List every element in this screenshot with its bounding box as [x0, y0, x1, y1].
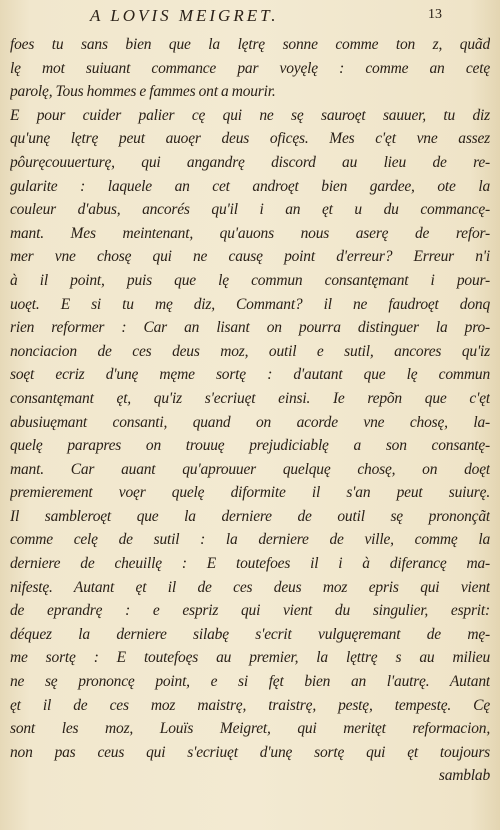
- text-line: consantęmant ęt, qu'iz s'ecriuęt einsi. Ie repõn que c'ęt: [10, 389, 490, 407]
- text-line: me sortę : E toutefoęs au premier, la lęttrę s au milieu: [10, 649, 490, 667]
- text-line: uoęt. E si tu mę diz, Commant? il ne faudroęt donq: [10, 295, 490, 313]
- text-line: sont les moz, Louïs Meigret, qui meritęt reformacion,: [10, 720, 490, 738]
- text-line: de eprandrę : e espriz qui vient du singulier, esprit:: [10, 602, 490, 620]
- text-line: comme celę de sutil : la derniere de ville, commę la: [10, 531, 490, 549]
- text-line: mant. Mes meintenant, qu'auons nous aserę de refor-: [10, 224, 490, 242]
- text-line: derniere de cheuillę : E toutefoes il i à diferancę ma-: [10, 555, 490, 573]
- text-line: abusiuęmant consanti, quand on acorde vne chosę, la-: [10, 413, 490, 431]
- text-line: rien reformer : Car an lisant on pourra distinguer la pro-: [10, 319, 490, 337]
- text-line: non pas ceus qui s'ecriuęt d'unę sortę qui ęt toujours: [10, 743, 490, 761]
- text-line: couleur d'abus, ancorés qu'il i an ęt u du commancę-: [10, 201, 490, 219]
- text-line: ne sę prononcę point, e si fęt bien an l'autrę. Autant: [10, 673, 490, 691]
- text-line: déquez la derniere silabę s'ecrit vulguęremant de mę-: [10, 625, 490, 643]
- text-line: ęt il de ces moz maistrę, traistrę, pestę, tempestę. Cę: [10, 696, 490, 714]
- text-line: Il sambleroęt que la derniere de outil sę prononçãt: [10, 507, 490, 525]
- text-line: pôuręcouuerturę, qui angandrę discord au lieu de re-: [10, 153, 490, 171]
- text-line: mant. Car auant qu'aprouuer quelquę chosę, on doęt: [10, 460, 490, 478]
- page-number: 13: [428, 7, 442, 22]
- text-line: foes tu sans bien que la lętrę sonne comme ton z, quãd: [10, 36, 490, 53]
- text-line: nifestę. Autant ęt il de ces deus moz epris qui vient: [10, 578, 490, 596]
- text-line: gularite : laquele an cet androęt bien gardee, ote la: [10, 177, 490, 195]
- running-head: A LOVIS MEIGRET.: [90, 6, 279, 25]
- page-header: [0, 6, 500, 26]
- body-text: [10, 33, 490, 788]
- text-line: soęt ecriz d'unę męme sortę : d'autant que lę commun: [10, 366, 490, 384]
- text-line: qu'unę lętrę peut auoęr deus oficęs. Mes c'ęt vne assez: [10, 130, 490, 148]
- text-line: lę mot suiuant commance par voyęlę : comme an cetę: [10, 59, 490, 77]
- text-line: quelę parapres on trouuę prejudiciablę a son consantę-: [10, 437, 490, 455]
- text-line: nonciacion de ces deus moz, outil e sutil, ancores qu'iz: [10, 342, 490, 360]
- text-line: premierement voęr quelę diformite il s'an peut suiurę.: [10, 484, 490, 502]
- text-line: mer vne chosę qui ne causę point d'erreur? Erreur n'i: [10, 248, 490, 266]
- text-line: à il point, puis que lę commun consantęmant i pour-: [10, 271, 490, 289]
- text-line: E pour cuider palier cę qui ne sę sauroęt sauuer, tu diz: [10, 106, 490, 124]
- text-line: parolę, Tous hommes e fammes ont a mourir.: [10, 83, 276, 101]
- catchword: samblab: [438, 767, 490, 785]
